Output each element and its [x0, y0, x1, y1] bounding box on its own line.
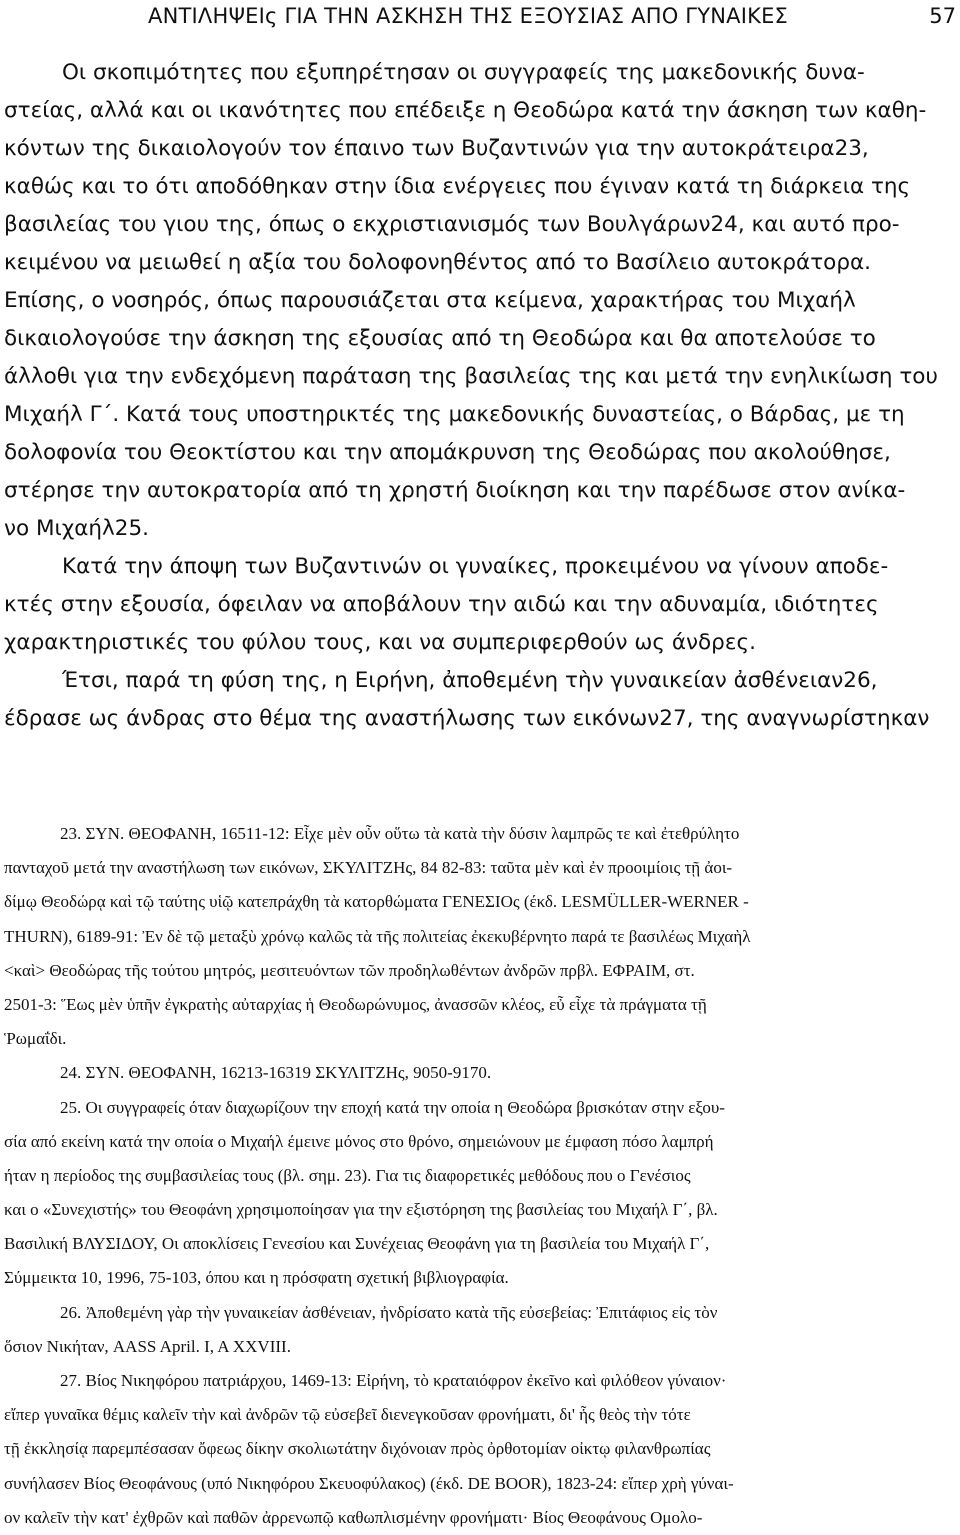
footnote-line: Βασιλική ΒΛΥΣΙΔΟΥ, Οι αποκλίσεις Γενεσίου και Συνέχειας Θεοφάνη για τη βασιλεία του Μιχαήλ Γ΄, — [4, 1234, 710, 1254]
body-line: Οι σκοπιμότητες που εξυπηρέτησαν οι συγγραφείς της μακεδονικής δυνα- — [62, 60, 865, 85]
body-line: νο Μιχαήλ25. — [4, 516, 149, 541]
footnote-line: Σύμμεικτα 10, 1996, 75-103, όπου και η πρόσφατη σχετική βιβλιογραφία. — [4, 1268, 509, 1288]
footnote-line: πανταχοῦ μετά την αναστήλωση των εικόνων, ΣΚΥΛΙΤΖΗς, 84 82-83: ταῦτα μὲν καὶ ἐν προοιμίοις τῇ ἀοι- — [4, 858, 733, 878]
body-line: άλλοθι για την ενδεχόμενη παράταση της βασιλείας της και μετά την ενηλικίωση του — [4, 364, 938, 389]
footnote-line: 23. ΣΥΝ. ΘΕΟΦΑΝΗ, 16511-12: Εἶχε μὲν οὖν οὕτω τὰ κατὰ τὴν δύσιν λαμπρῶς τε καὶ ἐτεθρύλητο — [60, 824, 740, 843]
body-line: στείας, αλλά και οι ικανότητες που επέδειξε η Θεοδώρα κατά την άσκηση των καθη- — [4, 98, 927, 123]
footnote-line: 25. Οι συγγραφείς όταν διαχωρίζουν την εποχή κατά την οποία η Θεοδώρα βρισκόταν στην εξου- — [60, 1097, 725, 1117]
footnote-line: σία από εκείνη κατά την οποία ο Μιχαήλ έμεινε μόνος στο θρόνο, σημειώνουν με έμφαση πόσο λαμπρή — [4, 1131, 714, 1151]
body-line: κόντων της δικαιολογούν τον έπαινο των Βυζαντινών για την αυτοκράτειρα23, — [4, 136, 869, 161]
body-line: έδρασε ως άνδρας στο θέμα της αναστήλωσης των εικόνων27, της αναγνωρίστηκαν — [4, 706, 930, 731]
body-line: βασιλείας του γιου της, όπως ο εκχριστιανισμός των Βουλγάρων24, και αυτό προ- — [4, 212, 900, 237]
footnote-line: 24. ΣΥΝ. ΘΕΟΦΑΝΗ, 16213-16319 ΣΚΥΛΙΤΖΗς, 9050-9170. — [60, 1063, 492, 1083]
footnote-line: ὅσιον Νικήταν, AASS April. I, A XXVIII. — [4, 1336, 291, 1356]
footnote-line: 26. Ἀποθεμένη γὰρ τὴν γυναικείαν ἀσθένειαν, ἠνδρίσατο κατὰ τῆς εὐσεβείας: Ἐπιτάφιος εἰς τὸν — [60, 1302, 718, 1322]
footnote-line: ον καλεῖν τὴν κατ' ἐχθρῶν καὶ παθῶν ἀρρενωπῷ καθωπλισμένην φρονήματι· Βίος Θεοφάνους Ομολο- — [4, 1507, 703, 1527]
footnote-line: τῇ ἐκκλησίᾳ παρεμπέσασαν ὄφεως δίκην σκολιωτάτην διχόνοιαν πρὸς ὀρθοτομίαν οἰκτῳ φιλανθρωπίας — [4, 1439, 711, 1459]
body-line: Κατά την άποψη των Βυζαντινών οι γυναίκες, προκειμένου να γίνουν αποδε- — [62, 554, 889, 579]
footnote-line: συνήλασεν Βίος Θεοφάνους (υπό Νικηφόρου Σκευοφύλακος) (έκδ. DE BOOR), 1823-24: εἴπερ χρὴ γύναι- — [4, 1473, 734, 1493]
footnote-line: <καὶ> Θεοδώρας τῆς τούτου μητρός, μεσιτευόντων τῶν προδηλωθέντων ἀνδρῶν πρβλ. ΕΦΡΑΙΜ, στ. — [4, 960, 695, 980]
footnote-line: ήταν η περίοδος της συμβασιλείας τους (βλ. σημ. 23). Για τις διαφορετικές μεθόδους που ο Γενέσιος — [4, 1165, 691, 1185]
page-header — [148, 4, 956, 36]
body-line: χαρακτηριστικές του φύλου τους, και να συμπεριφερθούν ως άνδρες. — [4, 630, 756, 655]
footnote-line: THURN), 6189-91: Ἐν δὲ τῷ μεταξὺ χρόνῳ καλῶς τὰ τῆς πολιτείας ἐκεκυβέρνητο παρά τε βασιλέως Μιχαὴλ — [4, 926, 751, 946]
body-text — [4, 54, 956, 738]
running-head: ΑΝΤΙΛΗΨΕΙς ΓΙΑ ΤΗΝ ΑΣΚΗΣΗ ΤΗΣ ΕΞΟΥΣΙΑΣ ΑΠΟ ΓΥΝΑΙΚΕΣ — [148, 4, 789, 28]
body-line: δικαιολογούσε την άσκηση της εξουσίας από τη Θεοδώρα και θα αποτελούσε το — [4, 326, 876, 351]
footnotes — [4, 817, 956, 1535]
footnote-line: εἴπερ γυναῖκα θέμις καλεῖν τὴν καὶ ἀνδρῶν τῷ εὐσεβεῖ διενεγκοῦσαν φρονήματι, δι' ἧς θεὸς τὴν τότε — [4, 1405, 691, 1425]
body-line: Έτσι, παρά τη φύση της, η Ειρήνη, ἀποθεμένη τὴν γυναικείαν ἀσθένειαν26, — [62, 668, 878, 693]
body-line: Μιχαήλ Γ΄. Κατά τους υποστηρικτές της μακεδονικής δυναστείας, ο Βάρδας, με τη — [4, 402, 905, 427]
footnote-line: 2501-3: Ἕως μὲν ὑπῆν ἐγκρατὴς αὐταρχίας ἡ Θεοδωρώνυμος, ἀνασσῶν κλέος, εὖ εἶχε τὰ πράγματα τῇ — [4, 994, 707, 1014]
body-line: κτές στην εξουσία, όφειλαν να αποβάλουν την αιδώ και την αδυναμία, ιδιότητες — [4, 592, 879, 617]
body-line: στέρησε την αυτοκρατορία από τη χρηστή διοίκηση και την παρέδωσε στον ανίκα- — [4, 478, 906, 503]
body-line: Επίσης, ο νοσηρός, όπως παρουσιάζεται στα κείμενα, χαρακτήρας του Μιχαήλ — [4, 288, 856, 313]
footnote-line: και ο «Συνεχιστής» του Θεοφάνη χρησιμοποίησαν για την εξιστόρηση της βασιλείας του Μιχαήλ Γ΄, βλ. — [4, 1200, 718, 1220]
footnote-line: Ῥωμαΐδι. — [4, 1029, 67, 1049]
body-line: κειμένου να μειωθεί η αξία του δολοφονηθέντος από το Βασίλειο αυτοκράτορα. — [4, 250, 871, 275]
body-line: δολοφονία του Θεοκτίστου και την απομάκρυνση της Θεοδώρας που ακολούθησε, — [4, 440, 891, 465]
body-line: καθώς και το ότι αποδόθηκαν στην ίδια ενέργειες που έγιναν κατά τη διάρκεια της — [4, 174, 911, 199]
page-number: 57 — [929, 4, 956, 28]
footnote-line: δίμῳ Θεοδώρᾳ καὶ τῷ ταύτης υἱῷ κατεπράχθη τὰ κατορθώματα ΓΕΝΕΣΙΟς (έκδ. LESMÜLLER-WERNER - — [4, 892, 749, 912]
footnote-line: 27. Βίος Νικηφόρου πατριάρχου, 1469-13: Εἰρήνη, τὸ κραταιόφρον ἐκεῖνο καὶ φιλόθεον γύναιον· — [60, 1371, 727, 1390]
